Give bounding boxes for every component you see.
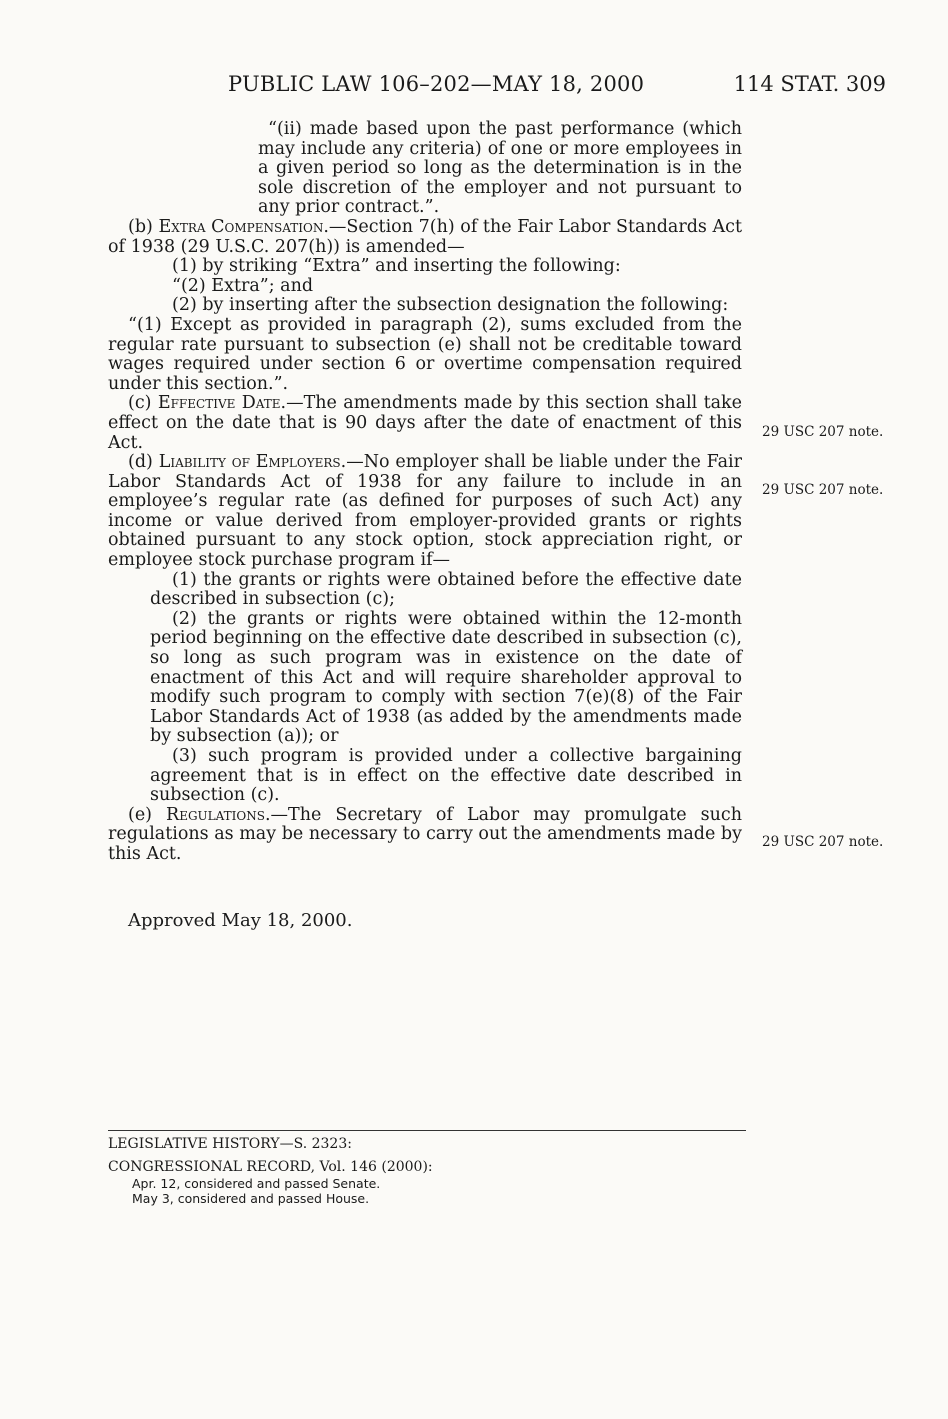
page-header [228, 72, 886, 100]
congressional-record: CONGRESSIONAL RECORD, Vol. 146 (2000): [108, 1159, 433, 1175]
subsection-d-heading: Liability of Employers. [158, 452, 347, 473]
margin-note-e: 29 USC 207 note. [762, 834, 884, 850]
subsection-c-label: (c) [128, 393, 158, 414]
subsection-d-text: —No employer shall be liable under the Fair Labor Standards Act of 1938 for any failure to include in an employee’s regular rate (as defined for purposes of such Act) any income or value derived from employer-provided grants or rights obtained pursuant to any stock option, stock appreciation right, or employee stock purchase program if— [108, 452, 742, 571]
approval-date: Approved May 18, 2000. [128, 910, 353, 931]
footnote-divider [108, 1130, 746, 1131]
paragraph-b2: (2) by inserting after the subsection designation the following: [172, 295, 729, 316]
subsection-b-heading: Extra Compensation. [158, 216, 329, 237]
subsection-d [108, 453, 742, 571]
subsection-e [108, 806, 742, 865]
subsection-b-label: (b) [128, 216, 159, 237]
paragraph-d3: (3) such program is provided under a collective bargaining agreement that is in effect on the effective date described in subsection (c). [150, 746, 742, 806]
margin-note-c: 29 USC 207 note. [762, 424, 884, 440]
subsection-c [108, 394, 742, 453]
paragraph-d1: (1) the grants or rights were obtained before the effective date described in subsection (c); [150, 569, 742, 610]
paragraph-d2: (2) the grants or rights were obtained within the 12-month period beginning on the effective date described in subsection (c), so long as such program was in existence on the date of enactment of this Act and will require shareholder approval to modify such program to comply with section 7(e)(8) of the Fair Labor Standards Act of 1938 (as added by the amendments made by subsection (a)); or [150, 608, 742, 747]
paragraph-b1: (1) by striking “Extra” and inserting the following: [172, 256, 621, 277]
subsection-c-heading: Effective Date. [157, 393, 287, 414]
subsection-e-heading: Regulations. [166, 804, 271, 825]
legislative-history [108, 1136, 433, 1206]
history-item-senate: Apr. 12, considered and passed Senate. [132, 1176, 381, 1191]
legislative-history-heading: LEGISLATIVE HISTORY—S. 2323: [108, 1136, 352, 1152]
history-item-house: May 3, considered and passed House. [132, 1191, 370, 1206]
subsection-b [108, 218, 742, 257]
subsection-d-label: (d) [128, 452, 159, 473]
running-title: PUBLIC LAW 106–202—MAY 18, 2000 [228, 72, 645, 96]
stat-page-number: 114 STAT. 309 [733, 72, 886, 96]
subsection-e-label: (e) [128, 804, 167, 825]
quoted-clause-ii: “(ii) made based upon the past performance (which may include any criteria) of one or more employees in a given period so long as the determination is in the sole discretion of the employer and not pursuant to any prior contract.”. [258, 119, 742, 218]
margin-note-d: 29 USC 207 note. [762, 482, 884, 498]
subsection-b-text: —Section 7(h) of the Fair Labor Standards Act of 1938 (29 U.S.C. 207(h)) is amended— [108, 216, 743, 257]
paragraph-b1-quote: “(2) Extra”; and [172, 275, 314, 296]
subsection-e-text: —The Secretary of Labor may promulgate such regulations as may be necessary to carry out the amendments made by this Act. [108, 804, 742, 864]
subsection-c-text: —The amendments made by this section shall take effect on the date that is 90 days after the date of enactment of this Act. [108, 393, 742, 453]
paragraph-b2-quote: “(1) Except as provided in paragraph (2), sums excluded from the regular rate pursuant to subsection (e) shall not be creditable toward wages required under section 6 or overtime compensation required under this section.”. [108, 314, 742, 394]
law-body [108, 120, 742, 865]
